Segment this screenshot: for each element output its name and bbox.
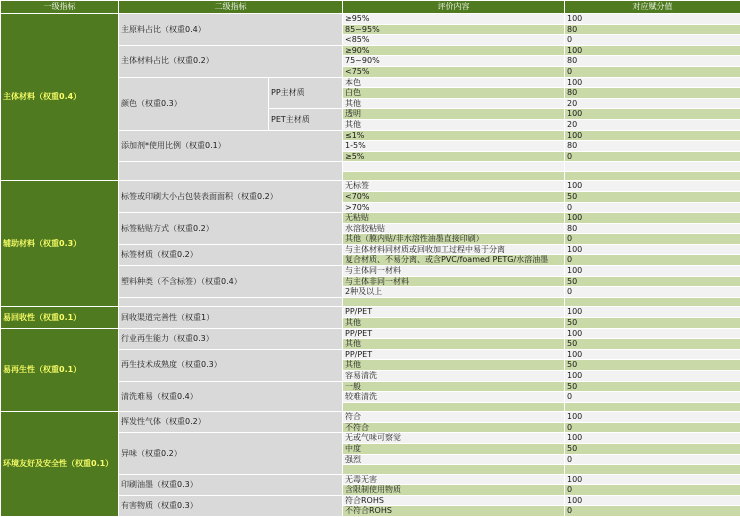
table-row	[1, 412, 740, 423]
score-value: 50	[565, 381, 740, 392]
score-value: 0	[565, 506, 740, 517]
evaluation-content: 无粘贴	[343, 213, 565, 224]
score-value	[565, 465, 740, 475]
table-row	[1, 328, 740, 339]
score-value: 100	[565, 433, 740, 444]
score-value: 100	[565, 45, 740, 56]
evaluation-content: 无毒无害	[343, 474, 565, 485]
evaluation-content: 2种及以上	[343, 287, 565, 298]
header-score: 对应赋分值	[565, 1, 740, 14]
score-value: 20	[565, 119, 740, 130]
score-value: 100	[565, 109, 740, 120]
score-value: 0	[565, 66, 740, 77]
evaluation-content: 复合材质、不易分离、或含PVC/foamed PETG/水溶油墨	[343, 255, 565, 266]
level1-indicator: 易再生性（权重0.1）	[1, 328, 119, 412]
score-value: 50	[565, 191, 740, 202]
evaluation-content: PP/PET	[343, 349, 565, 360]
evaluation-content: 水溶胶粘贴	[343, 223, 565, 234]
level2-indicator: 清洗难易（权重0.4）	[119, 381, 343, 412]
score-value: 0	[565, 234, 740, 245]
evaluation-content: <70%	[343, 191, 565, 202]
score-value	[565, 171, 740, 181]
level2-indicator	[119, 297, 343, 307]
evaluation-content: <85%	[343, 35, 565, 46]
evaluation-content: 本色	[343, 77, 565, 88]
evaluation-content: 符合	[343, 412, 565, 423]
evaluation-content: 一般	[343, 381, 565, 392]
evaluation-content: <75%	[343, 66, 565, 77]
score-value: 80	[565, 223, 740, 234]
level2-indicator: 回收渠道完善性（权重1）	[119, 307, 343, 328]
evaluation-content: 白色	[343, 88, 565, 99]
score-value: 0	[565, 151, 740, 162]
evaluation-content: 强烈	[343, 454, 565, 465]
score-value: 100	[565, 307, 740, 318]
evaluation-content: 中度	[343, 443, 565, 454]
score-value: 80	[565, 141, 740, 152]
score-value: 80	[565, 24, 740, 35]
score-value: 0	[565, 35, 740, 46]
level1-indicator: 环境友好及安全性（权重0.1）	[1, 412, 119, 517]
evaluation-content: 不符合ROHS	[343, 506, 565, 517]
evaluation-content: 无或气味可察觉	[343, 433, 565, 444]
score-value: 0	[565, 454, 740, 465]
evaluation-content: PP/PET	[343, 328, 565, 339]
table-row	[1, 307, 740, 318]
score-value: 0	[565, 485, 740, 496]
evaluation-content: 与主体非同一材料	[343, 276, 565, 287]
evaluation-content: 其他	[343, 119, 565, 130]
level2-indicator: 标签材质（权重0.2）	[119, 244, 343, 265]
score-value: 0	[565, 422, 740, 433]
level1-indicator: 易回收性（权重0.1）	[1, 307, 119, 328]
score-value: 100	[565, 495, 740, 506]
score-value	[565, 402, 740, 412]
evaluation-content: >70%	[343, 202, 565, 213]
evaluation-content: PP/PET	[343, 307, 565, 318]
score-value	[565, 162, 740, 172]
evaluation-content: 容易清洗	[343, 370, 565, 381]
level2-indicator: 有害物质（权重0.3）	[119, 495, 343, 516]
evaluation-content: 75~90%	[343, 56, 565, 67]
evaluation-content: ≥5%	[343, 151, 565, 162]
score-value: 50	[565, 317, 740, 328]
evaluation-content	[343, 162, 565, 172]
table-row	[1, 14, 740, 25]
evaluation-content: 85~95%	[343, 24, 565, 35]
level1-indicator: 辅助材料（权重0.3）	[1, 181, 119, 307]
evaluation-content: 较难清洗	[343, 392, 565, 403]
evaluation-content: 其他	[343, 339, 565, 350]
level2-indicator	[119, 162, 343, 181]
evaluation-content	[343, 171, 565, 181]
level2-indicator: 印刷油墨（权重0.3）	[119, 474, 343, 495]
score-value: 0	[565, 392, 740, 403]
header-eval: 评价内容	[343, 1, 565, 14]
score-value: 100	[565, 474, 740, 485]
score-value: 80	[565, 56, 740, 67]
score-value	[565, 297, 740, 307]
score-value: 100	[565, 213, 740, 224]
score-value: 0	[565, 255, 740, 266]
score-value: 50	[565, 360, 740, 371]
score-value: 0	[565, 287, 740, 298]
table-row	[1, 181, 740, 192]
level2-indicator: 标签或印刷大小占包装表面面积（权重0.2）	[119, 181, 343, 213]
level2-indicator: 塑料种类（不含标签）（权重0.4）	[119, 266, 343, 298]
level2-indicator: 颜色（权重0.3）	[119, 77, 269, 130]
level2-indicator: 行业再生能力（权重0.3）	[119, 328, 343, 349]
score-value: 80	[565, 88, 740, 99]
level2-indicator: 主原料占比（权重0.4）	[119, 14, 343, 46]
level2-indicator: 异味（权重0.2）	[119, 433, 343, 474]
score-value: 100	[565, 14, 740, 25]
evaluation-content: 其他（膜内贴/非水溶性油墨直接印刷）	[343, 234, 565, 245]
score-value: 100	[565, 370, 740, 381]
score-value: 100	[565, 244, 740, 255]
header-level2: 二级指标	[119, 1, 343, 14]
evaluation-content: 与主体材料同材质或回收加工过程中易于分离	[343, 244, 565, 255]
score-value: 0	[565, 202, 740, 213]
score-value: 100	[565, 349, 740, 360]
evaluation-content: 符合ROHS	[343, 495, 565, 506]
material-subtype: PET主材质	[269, 109, 343, 130]
score-value: 100	[565, 266, 740, 277]
level2-indicator: 挥发性气体（权重0.2）	[119, 412, 343, 433]
score-value: 50	[565, 339, 740, 350]
score-value: 100	[565, 130, 740, 141]
level2-indicator: 再生技术成熟度（权重0.3）	[119, 349, 343, 381]
evaluation-content: 不符合	[343, 422, 565, 433]
material-subtype: PP主材质	[269, 77, 343, 109]
score-value: 50	[565, 276, 740, 287]
evaluation-content: 透明	[343, 109, 565, 120]
evaluation-content: 与主体同一材料	[343, 266, 565, 277]
evaluation-content	[343, 297, 565, 307]
level2-indicator: 主体材料占比（权重0.2）	[119, 45, 343, 77]
level1-indicator: 主体材料（权重0.4）	[1, 14, 119, 181]
evaluation-content: 无标签	[343, 181, 565, 192]
evaluation-content: 1-5%	[343, 141, 565, 152]
evaluation-content: ≥90%	[343, 45, 565, 56]
score-value: 50	[565, 443, 740, 454]
score-value: 100	[565, 77, 740, 88]
evaluation-content: 含限制使用物质	[343, 485, 565, 496]
score-value: 100	[565, 181, 740, 192]
score-value: 100	[565, 328, 740, 339]
evaluation-content	[343, 465, 565, 475]
evaluation-content: ≥95%	[343, 14, 565, 25]
score-value: 100	[565, 412, 740, 423]
evaluation-content: ≤1%	[343, 130, 565, 141]
score-value: 20	[565, 98, 740, 109]
table-body	[1, 14, 740, 517]
level2-indicator: 标签粘贴方式（权重0.2）	[119, 213, 343, 245]
evaluation-content: 其他	[343, 98, 565, 109]
evaluation-content: 其他	[343, 317, 565, 328]
header-level1: 一级指标	[1, 1, 119, 14]
level2-indicator: 添加剂*使用比例（权重0.1）	[119, 130, 343, 162]
evaluation-content: 其他	[343, 360, 565, 371]
evaluation-content	[343, 402, 565, 412]
